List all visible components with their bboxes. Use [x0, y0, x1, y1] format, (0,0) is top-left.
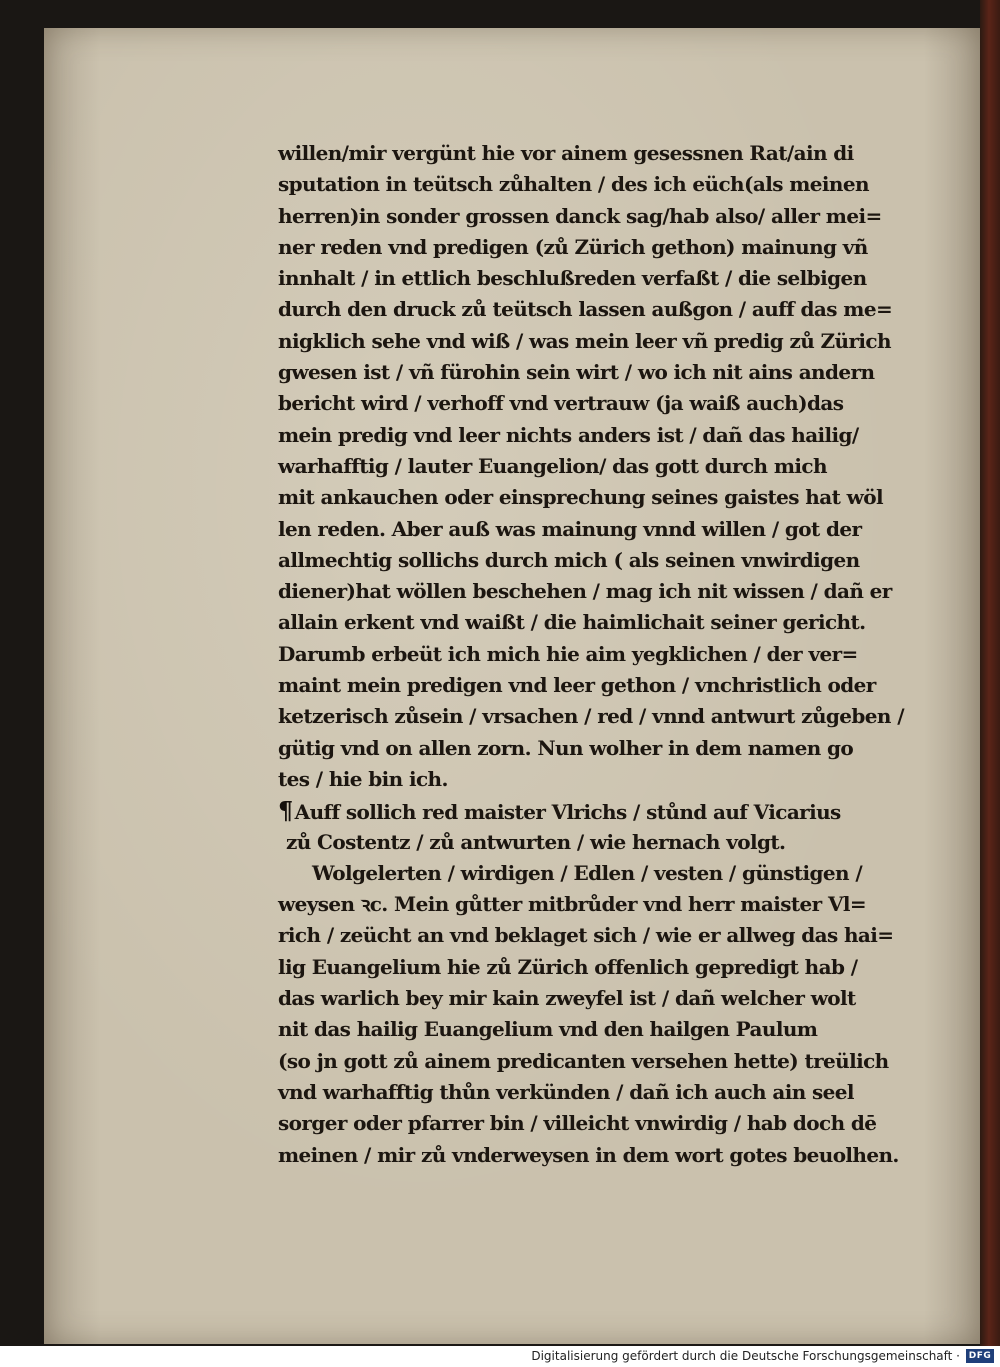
pilcrow-icon: ¶ — [278, 796, 293, 826]
text-line — [278, 858, 978, 889]
text-line — [278, 639, 978, 670]
text-line — [278, 795, 978, 826]
line-text: nit das hailig Euangelium vnd den hailgen Paulum — [278, 1017, 818, 1042]
line-text: sorger oder pfarrer bin / villeicht vnwirdig / hab doch dē — [278, 1111, 877, 1136]
text-line — [278, 701, 978, 732]
text-line — [278, 1077, 978, 1108]
line-text: innhalt / in ettlich beschlußreden verfaßt / die selbigen — [278, 266, 867, 291]
text-line — [278, 545, 978, 576]
text-line — [278, 326, 978, 357]
text-line — [278, 1108, 978, 1139]
text-line — [278, 138, 978, 169]
line-text: Wolgelerten / wirdigen / Edlen / vesten / günstigen / — [312, 860, 863, 885]
text-line — [278, 576, 978, 607]
book-page — [44, 28, 980, 1344]
text-line — [278, 889, 978, 920]
line-text: diener)hat wöllen beschehen / mag ich nit wissen / dañ er — [278, 579, 892, 604]
line-text: das warlich bey mir kain zweyfel ist / dañ welcher wolt — [278, 986, 856, 1011]
text-line — [278, 607, 978, 638]
line-text: rich / zeücht an vnd beklaget sich / wie er allweg das hai= — [278, 923, 894, 948]
text-line — [278, 263, 978, 294]
line-text: lig Euangelium hie zů Zürich offenlich gepredigt hab / — [278, 954, 858, 979]
line-text: vnd warhafftig thůn verkünden / dañ ich auch ain seel — [278, 1079, 854, 1104]
line-text: ner reden vnd predigen (zů Zürich gethon) mainung vñ — [278, 234, 868, 259]
text-line — [278, 232, 978, 263]
text-line — [278, 201, 978, 232]
line-text: zů Costentz / zů antwurten / wie hernach volgt. — [286, 829, 786, 854]
line-text: willen/mir vergünt hie vor ainem gesessnen Rat/ain di — [278, 141, 854, 165]
page-text — [278, 138, 978, 1171]
dfg-logo-icon: DFG — [966, 1349, 994, 1363]
line-text: allmechtig sollichs durch mich ( als seinen vnwirdigen — [278, 547, 860, 572]
line-text: maint mein predigen vnd leer gethon / vnchristlich oder — [278, 673, 876, 698]
text-line — [278, 733, 978, 764]
line-text: tes / hie bin ich. — [278, 766, 448, 791]
text-line — [278, 827, 978, 858]
line-text: bericht wird / verhoff vnd vertrauw (ja waiß auch)das — [278, 391, 844, 416]
line-text: nigklich sehe vnd wiß / was mein leer vñ predig zů Zürich — [278, 328, 891, 353]
footer-bar — [0, 1346, 1000, 1367]
line-text: warhafftig / lauter Euangelion/ das gott durch mich — [278, 453, 827, 478]
footer-credit: Digitalisierung gefördert durch die Deutsche Forschungsgemeinschaft · — [531, 1349, 960, 1363]
text-line — [278, 952, 978, 983]
line-text: Auff sollich red maister Vlrichs / stůnd auf Vicarius — [294, 800, 841, 825]
text-line — [278, 670, 978, 701]
line-text: gütig vnd on allen zorn. Nun wolher in dem namen go — [278, 735, 854, 760]
line-text: meinen / mir zů vnderweysen in dem wort gotes beuolhen. — [278, 1142, 899, 1167]
text-line — [278, 357, 978, 388]
line-text: weysen ꝛc. Mein gůtter mitbrůder vnd herr maister Vl= — [278, 892, 867, 917]
text-line — [278, 1046, 978, 1077]
text-line — [278, 388, 978, 419]
line-text: herren)in sonder grossen danck sag/hab also/ aller mei= — [278, 203, 882, 228]
line-text: gwesen ist / vñ fürohin sein wirt / wo ich nit ains andern — [278, 360, 875, 385]
line-text: sputation in teütsch zůhalten / des ich eüch(als meinen — [278, 172, 869, 197]
line-text: (so jn gott zů ainem predicanten versehen hette) treülich — [278, 1048, 889, 1073]
line-text: Darumb erbeüt ich mich hie aim yegklichen / der ver= — [278, 641, 858, 666]
line-text: mein predig vnd leer nichts anders ist / dañ das hailig/ — [278, 422, 859, 447]
line-text: durch den druck zů teütsch lassen außgon / auff das me= — [278, 297, 893, 322]
book-edge — [980, 0, 1000, 1346]
text-line — [278, 482, 978, 513]
text-line — [278, 983, 978, 1014]
text-line — [278, 451, 978, 482]
text-line — [278, 420, 978, 451]
text-line — [278, 920, 978, 951]
line-text: mit ankauchen oder einsprechung seines gaistes hat wöl — [278, 485, 883, 510]
text-line — [278, 764, 978, 795]
line-text: len reden. Aber auß was mainung vnnd willen / got der — [278, 516, 862, 541]
text-line — [278, 169, 978, 200]
text-line — [278, 294, 978, 325]
line-text: ketzerisch zůsein / vrsachen / red / vnnd antwurt zůgeben / — [278, 704, 904, 729]
text-line — [278, 514, 978, 545]
line-text: allain erkent vnd waißt / die haimlichait seiner gericht. — [278, 610, 866, 635]
text-line — [278, 1140, 978, 1171]
text-line — [278, 1014, 978, 1045]
